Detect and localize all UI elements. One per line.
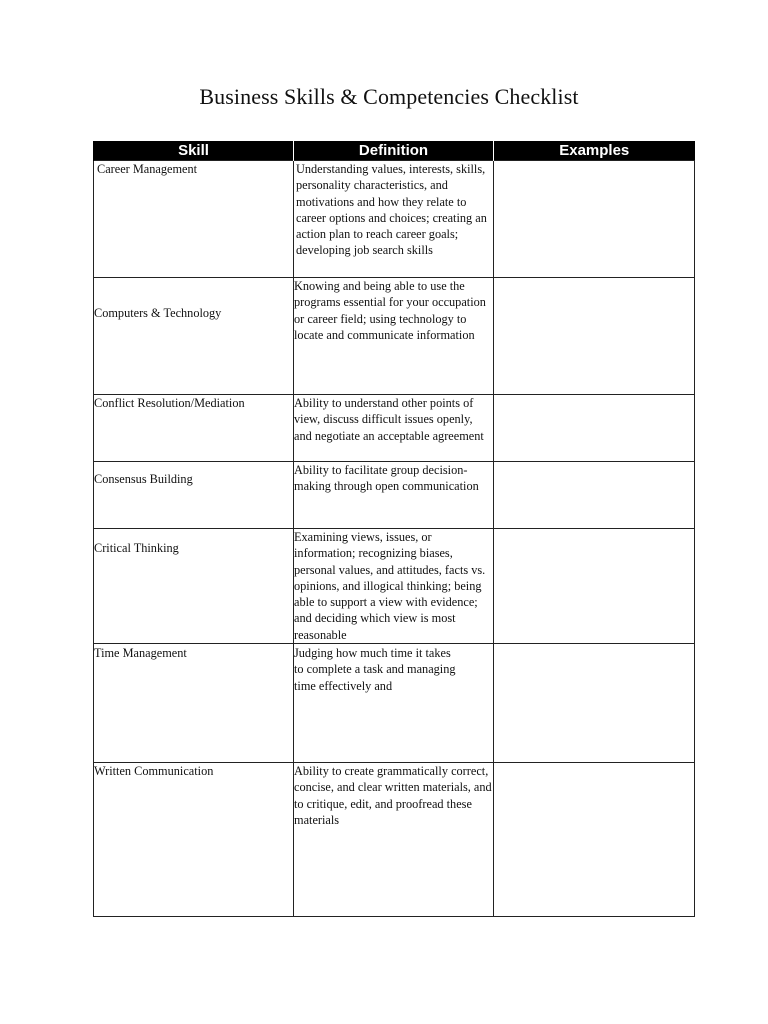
table-header-row [94, 141, 695, 161]
skill-label: Written Communication [94, 764, 214, 779]
skills-checklist-table [93, 141, 695, 917]
definition-cell [294, 763, 494, 917]
examples-cell[interactable] [494, 644, 695, 763]
table-row [94, 395, 695, 462]
header-skill: Skill [94, 141, 294, 161]
document-title: Business Skills & Competencies Checklist [199, 84, 579, 109]
skill-label: Conflict Resolution/Mediation [94, 396, 245, 410]
definition-cell [294, 644, 494, 763]
skill-label: Career Management [97, 162, 198, 176]
examples-cell[interactable] [494, 278, 695, 395]
examples-cell[interactable] [494, 462, 695, 529]
table-row [94, 462, 695, 529]
table-row [94, 644, 695, 763]
examples-cell[interactable] [494, 161, 695, 278]
definition-text: Ability to understand other points of view, discuss difficult issues openly, and negotiate an acceptable agreement [294, 396, 484, 443]
examples-cell[interactable] [494, 763, 695, 917]
definition-text: Ability to create grammatically correct, concise, and clear written materials, and to critique, edit, and proofread these materials [294, 764, 492, 827]
skill-label: Critical Thinking [94, 541, 179, 555]
skill-cell [94, 278, 294, 395]
definition-cell [294, 395, 494, 462]
definition-text: Examining views, issues, or information; recognizing biases, personal values, and attitudes, facts vs. opinions, and illogical thinking; being able to support a view with evidence; and deciding which view is most reasonable [294, 530, 486, 642]
skill-cell [94, 644, 294, 763]
definition-cell [294, 161, 494, 278]
skill-cell [94, 529, 294, 644]
definition-cell [294, 462, 494, 529]
skill-cell [94, 161, 294, 278]
skill-label: Time Management [94, 646, 187, 661]
table-row [94, 278, 695, 395]
definition-text: Ability to facilitate group decision-making through open communication [294, 463, 479, 494]
skill-cell [94, 462, 294, 529]
skill-label: Consensus Building [94, 472, 193, 486]
definition-cell [294, 278, 494, 395]
definition-text: Judging how much time it takes to complete a task and managing time effectively and [294, 646, 456, 693]
examples-cell[interactable] [494, 529, 695, 644]
table-row [94, 763, 695, 917]
header-definition: Definition [294, 141, 494, 161]
definition-text: Understanding values, interests, skills, personality characteristics, and motivations and how they relate to career options and choices; creating an action plan to reach career goals; developing job search skills [296, 162, 487, 258]
definition-text: Knowing and being able to use the programs essential for your occupation or career field; using technology to locate and communicate information [294, 279, 486, 342]
skill-cell [94, 763, 294, 917]
skill-cell [94, 395, 294, 462]
table-row [94, 529, 695, 644]
definition-cell [294, 529, 494, 644]
skill-label: Computers & Technology [94, 306, 222, 320]
examples-cell[interactable] [494, 395, 695, 462]
table-row [94, 161, 695, 278]
header-examples: Examples [494, 141, 695, 161]
